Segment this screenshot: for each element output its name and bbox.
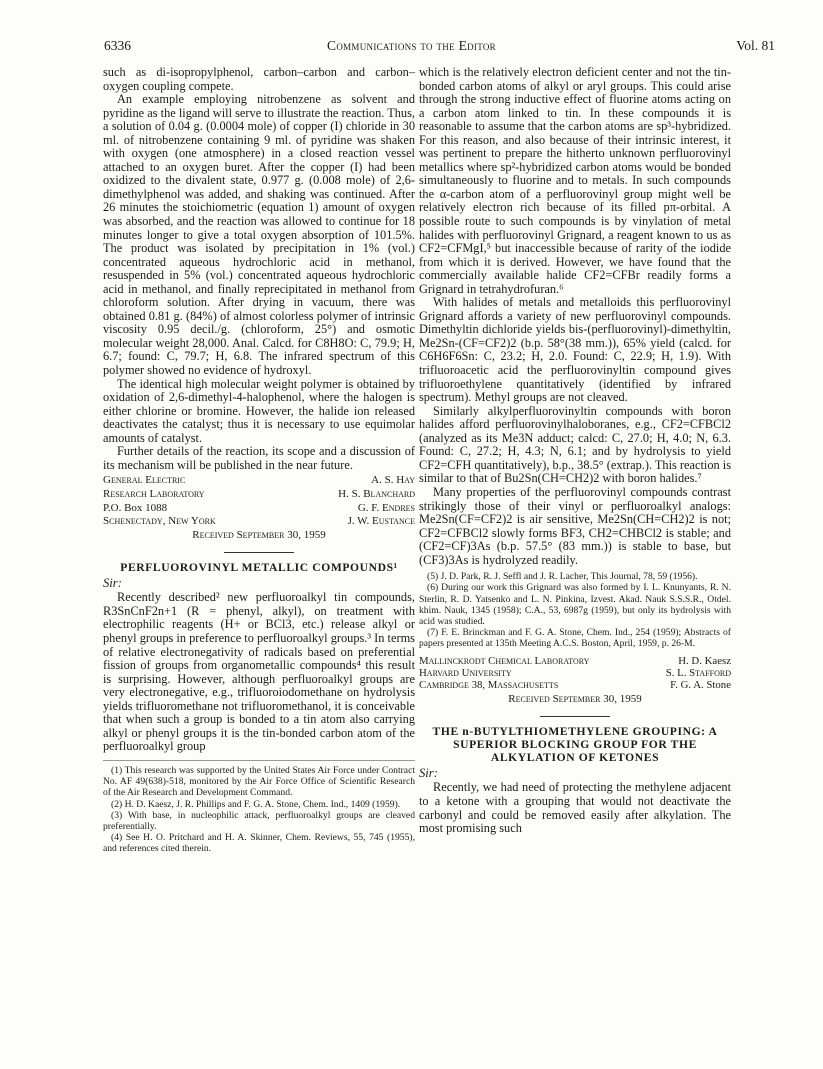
author-name: F. G. A. Stone	[670, 679, 731, 692]
affiliation-line: General Electric	[103, 474, 186, 487]
paragraph: Recently described² new perfluoroalkyl tin compounds, R3SnCnF2n+1 (R = phenyl, alkyl), on treatment with electrophilic reagents (H+ or BCl3, etc.) release alkyl or phenyl groups in preference to perfluoroalkyl groups.³ In terms of relative electronegativity of radicals based on preferential fission of groups from organometallic compounds⁴ this result is surprising. However, although perfluoroalkyl groups are very electronegative, e.g., trifluoroiodomethane on hydrolysis yields trifluoromethane not trifluoromethanol, it is conceivable that when such a group is bonded to a tin atom also carrying alkyl or phenyl groups it is the tin-bonded carbon atom of the perfluoroalkyl group	[103, 590, 415, 754]
article-title: THE n-BUTYLTHIOMETHYLENE GROUPING: A SUPERIOR BLOCKING GROUP FOR THE ALKYLATION OF KETONES	[432, 724, 718, 764]
salutation: Sir:	[103, 575, 122, 590]
footnote: (4) See H. O. Pritchard and H. A. Skinner, Chem. Reviews, 55, 745 (1955), and references cited therein.	[103, 832, 415, 855]
divider	[540, 716, 610, 717]
footnote-divider	[103, 760, 415, 761]
salutation: Sir:	[419, 765, 438, 780]
author-signature-block	[103, 474, 415, 527]
affiliation-line: Research Laboratory	[103, 488, 205, 500]
paragraph: An example employing nitrobenzene as solvent and pyridine as the ligand will serve to illustrate the reaction. Thus, a solution of 0.04 g. (0.0004 mole) of copper (I) chloride in 30 ml. of nitrobenzene containing 9 ml. of pyridine was shaken with oxygen (one atmosphere) in a closed reaction vessel attached to an oxygen buret. After the copper (I) had been oxidized to the divalent state, 0.977 g. (0.008 mole) of 2,6-dimethylphenol was added, and shaking was continued. After 26 minutes the stoichiometric (equation 1) amount of oxygen was absorbed, and the reaction was allowed to continue for 18 minutes longer to give a total oxygen absorption of 101.5%. The product was isolated by precipitation in 1% (vol.) concentrated aqueous hydrochloric acid in methanol, resuspended in 5% (vol.) concentrated aqueous hydrochloric acid in methanol, and finally reprecipitated in methanol from chloroform solution. After drying in vacuum, there was obtained 0.81 g. (84%) of almost colorless polymer of intrinsic viscosity 0.95 decil./g. (chloroform, 25°) and osmotic molecular weight 28,000. Anal. Calcd. for C8H8O: C, 79.9; H, 6.7; found: C, 79.7; H, 6.8. The infrared spectrum of this polymer showed no evidence of hydroxyl.	[103, 92, 415, 378]
right-column	[419, 66, 731, 836]
author-name: A. S. Hay	[371, 474, 415, 487]
received-date: Received September 30, 1959	[508, 692, 642, 705]
paragraph: which is the relatively electron deficient center and not the tin-bonded carbon atoms of alkyl or aryl groups. This could arise through the strong inductive effect of fluorine atoms acting on a carbon atom linked to tin. In these compounds it is reasonable to assume that the carbon atoms are sp³-hybridized. For this reason, and also because of their intrinsic interest, it was pertinent to prepare the hitherto unknown perfluorovinyl metallics where sp²-hybridized carbon atoms would be bonded simultaneously to fluorine and to metals. In such compounds the α-carbon atom of a perfluorovinyl group might well be relatively electron rich because of its filled pπ-orbital. A possible route to such compounds is by vinylation of metal halides with perfluorovinyl Grignard, a reagent known to us as CF2=CFMgI,⁵ but inaccessible because of rarity of the iodide from which it is derived. However, we have found that the commercially available halide CF2=CFBr readily forms a Grignard in tetrahydrofuran.⁶	[419, 65, 731, 296]
footnote: (3) With base, in nucleophilic attack, perfluoroalkyl groups are cleaved preferentially.	[103, 809, 415, 832]
paragraph: Further details of the reaction, its scope and a discussion of its mechanism will be published in the near future.	[103, 444, 415, 472]
volume-label: Vol. 81	[736, 38, 775, 53]
footnote: (5) J. D. Park, R. J. Seffl and J. R. Lacher, This Journal, 78, 59 (1956).	[427, 571, 698, 583]
article-title: PERFLUOROVINYL METALLIC COMPOUNDS¹	[120, 560, 398, 574]
footnote: (6) During our work this Grignard was also formed by I. L. Knunyants, R. N. Sterlin, R. D. Yatsenko and L. N. Pinkina, Izvest. Akad. Nauk S.S.S.R., Otdel. khim. Nauk, 1345 (1958); C.A., 53, 6987g (1959), but only its hydrolysis with acid was studied.	[419, 582, 731, 628]
author-name: G. F. Endres	[357, 501, 415, 514]
page-number: 6336	[104, 38, 131, 53]
author-name: H. D. Kaesz	[678, 654, 731, 667]
left-column	[103, 66, 415, 855]
divider	[224, 552, 294, 553]
affiliation-line: P.O. Box 1088	[103, 501, 168, 514]
paragraph: Many properties of the perfluorovinyl compounds contrast strikingly those of their vinyl or perfluoroalkyl analogs: Me2Sn(CF=CF2)2 is air sensitive, Me2Sn(CH=CH2)2 is not; CF2=CFBCl2 slowly forms BF3, CH2=CHBCl2 is stable; and (CF2=CF)3As (b.p. 57.5° (83 mm.)) is stable to base, but (CF3)3As is hydrolyzed readily.	[419, 484, 731, 567]
affiliation-line: Harvard University	[419, 667, 512, 680]
author-signature-block	[419, 655, 731, 692]
paragraph: Recently, we had need of protecting the methylene adjacent to a ketone with a grouping that would not deactivate the carbonyl and could be removed easily after alkylation. The most promising such	[419, 780, 731, 836]
received-date: Received September 30, 1959	[192, 528, 326, 541]
footnote: (7) F. E. Brinckman and F. G. A. Stone, Chem. Ind., 254 (1959); Abstracts of papers presented at 135th Meeting A.C.S. Boston, April, 1959, p. 26-M.	[419, 627, 731, 650]
affiliation-line: Cambridge 38, Massachusetts	[419, 679, 559, 692]
running-title: Communications to the Editor	[327, 38, 496, 53]
footnotes	[419, 571, 731, 649]
footnote: (1) This research was supported by the United States Air Force under Contract No. AF 49(638)-518, monitored by the Air Force Office of Scientific Research of the Air Research and Development Command.	[103, 764, 415, 799]
author-name: S. L. Stafford	[665, 667, 731, 680]
footnote: (2) H. D. Kaesz, J. R. Phillips and F. G. A. Stone, Chem. Ind., 1409 (1959).	[111, 798, 401, 810]
paragraph: such as di-isopropylphenol, carbon–carbon and carbon–oxygen coupling compete.	[103, 65, 415, 93]
author-name: J. W. Eustance	[347, 515, 415, 528]
paragraph: With halides of metals and metalloids this perfluorovinyl Grignard affords a variety of new perfluorovinyl compounds. Dimethyltin dichloride yields bis-(perfluorovinyl)-dimethyltin, Me2Sn-(CF=CF2)2 (b.p. 58°(38 mm.)), 65% yield (calcd. for C6H6F6Sn: C, 23.2; H, 2.0. Found: C, 22.9; H, 1.9). With trifluoroacetic acid the perfluorovinyltin compound gives trifluoroethylene quantitatively (identified by infrared spectrum). Methyl groups are not cleaved.	[419, 295, 731, 405]
author-name: H. S. Blanchard	[338, 488, 415, 500]
paragraph: The identical high molecular weight polymer is obtained by oxidation of 2,6-dimethyl-4-halophenol, where the halogen is either chlorine or bromine. However, the halide ion released deactivates the catalyst; thus it is necessary to use equimolar amounts of catalyst.	[103, 376, 415, 445]
paragraph: Similarly alkylperfluorovinyltin compounds with boron halides afford perfluorovinylhaloboranes, e.g., CF2=CFBCl2 (analyzed as its Me3N adduct; calcd: C, 27.0; H, 4.0; N, 6.3. Found: C, 27.2; H, 4.3; N, 6.1; and by hydrolysis to yield CF2=CFH quantitatively), b.p., 38.5° (extrap.). This reaction is similar to that of Bu2Sn(CH=CH2)2 with boron halides.⁷	[419, 403, 731, 486]
affiliation-line: Schenectady, New York	[103, 515, 216, 528]
affiliation-line: Mallinckrodt Chemical Laboratory	[419, 654, 590, 667]
